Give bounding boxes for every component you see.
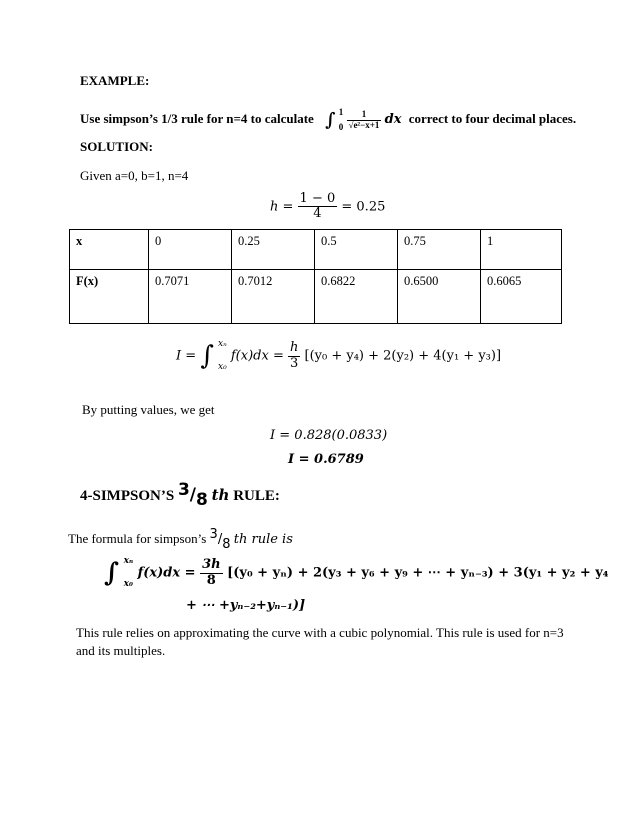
table-cell: 0.6065 bbox=[481, 270, 562, 324]
integral-limits bbox=[124, 557, 134, 589]
fraction-slash: / bbox=[189, 485, 196, 505]
h-over-3-fraction bbox=[288, 341, 300, 371]
values-table bbox=[69, 229, 562, 324]
fraction-denominator: 8 bbox=[206, 572, 216, 588]
integral-limits bbox=[218, 340, 227, 372]
h-fraction bbox=[298, 192, 338, 222]
table-cell: 0 bbox=[149, 230, 232, 270]
section-heading bbox=[80, 480, 280, 510]
result-line-1: I = 0.828(0.0833) bbox=[270, 428, 388, 443]
question-integral bbox=[325, 107, 405, 132]
integral-upper-limit: xₙ bbox=[123, 556, 134, 566]
fraction-denominator: 3 bbox=[290, 355, 299, 371]
integral-limits bbox=[339, 108, 344, 132]
h-denominator: 4 bbox=[313, 206, 322, 222]
table-cell: 0.7012 bbox=[232, 270, 315, 324]
table-row-label: F(x) bbox=[70, 270, 149, 324]
formula-intro-prefix: The formula for simpson’s bbox=[68, 531, 207, 546]
question-suffix: correct to four decimal places. bbox=[408, 110, 577, 126]
closing-paragraph-line-2: and its multiples. bbox=[76, 643, 166, 658]
3h-over-8-fraction bbox=[200, 558, 223, 588]
formula-terms-line-1: [(y₀ + yₙ) + 2(y₃ + y₆ + y₉ + ⋯ + yₙ₋₃) + 3(y₁ + y₂ + y₄ bbox=[227, 565, 609, 581]
table-cell: 0.6822 bbox=[315, 270, 398, 324]
integrand-denominator: √e²−x+1 bbox=[348, 119, 380, 130]
table-cell: 0.7071 bbox=[149, 270, 232, 324]
fraction-slash: / bbox=[217, 532, 223, 547]
closing-paragraph-line-1: This rule relies on approximating the curve with a cubic polynomial. This rule is used for n=3 bbox=[76, 625, 564, 640]
integral-sign-icon: ∫ bbox=[104, 558, 120, 588]
integral-lower-limit: x₀ bbox=[218, 362, 227, 372]
table-cell: 1 bbox=[481, 230, 562, 270]
h-formula bbox=[270, 192, 385, 222]
solution-heading: SOLUTION: bbox=[80, 139, 153, 154]
result-line-2: I = 0.6789 bbox=[288, 452, 364, 467]
formula-bracket-terms: [(y₀ + y₄) + 2(y₂) + 4(y₁ + y₃)] bbox=[304, 348, 502, 364]
integrand-numerator: 1 bbox=[347, 110, 382, 121]
simpson-three-eighths-formula bbox=[104, 557, 608, 589]
table-row bbox=[70, 230, 562, 270]
h-lhs: h = bbox=[270, 199, 294, 215]
formula-intro-suffix: th rule is bbox=[233, 532, 293, 547]
integral-lower-limit: 0 bbox=[338, 122, 344, 132]
table-cell: 0.25 bbox=[232, 230, 315, 270]
integrand-differential: dx bbox=[384, 111, 402, 127]
formula-integrand: f(x)dx = bbox=[137, 565, 196, 581]
table-cell: 0.6500 bbox=[398, 270, 481, 324]
fraction-numerator: 3 bbox=[177, 480, 190, 500]
table-row bbox=[70, 270, 562, 324]
fraction-denominator: 8 bbox=[196, 490, 208, 510]
section-heading-suffix: RULE: bbox=[233, 488, 280, 504]
fraction-denominator: 8 bbox=[222, 537, 231, 552]
formula-terms-line-2: + ⋯ +yₙ₋₂+yₙ₋₁)] bbox=[186, 598, 306, 613]
h-rhs: = 0.25 bbox=[341, 199, 386, 215]
integral-sign-icon: ∫ bbox=[200, 341, 214, 371]
table-row-label: x bbox=[70, 230, 149, 270]
given-line: Given a=0, b=1, n=4 bbox=[80, 168, 189, 183]
integral-sign-icon: ∫ bbox=[325, 109, 336, 131]
table-cell: 0.5 bbox=[315, 230, 398, 270]
example-heading: EXAMPLE: bbox=[80, 73, 150, 88]
integrand-fraction bbox=[347, 110, 382, 131]
integral-upper-limit: xₙ bbox=[218, 339, 227, 349]
h-numerator: 1 − 0 bbox=[299, 191, 336, 206]
fraction-numerator: 3h bbox=[202, 557, 221, 573]
putting-values-text: By putting values, we get bbox=[82, 402, 215, 417]
formula-integrand: f(x)dx = bbox=[230, 348, 284, 364]
section-heading-prefix: 4-SIMPSON’S bbox=[80, 488, 175, 504]
question-prefix: Use simpson’s 1/3 rule for n=4 to calculate bbox=[80, 110, 314, 126]
formula-lhs: I = bbox=[176, 348, 197, 364]
formula-intro bbox=[68, 527, 293, 552]
simpson-one-third-formula bbox=[176, 340, 501, 372]
fraction-numerator: 3 bbox=[209, 527, 218, 542]
table-cell: 0.75 bbox=[398, 230, 481, 270]
question-line bbox=[80, 108, 576, 132]
integral-upper-limit: 1 bbox=[338, 107, 344, 117]
section-heading-th: th bbox=[211, 486, 230, 504]
fraction-numerator: h bbox=[289, 340, 299, 356]
integral-lower-limit: x₀ bbox=[123, 579, 133, 589]
